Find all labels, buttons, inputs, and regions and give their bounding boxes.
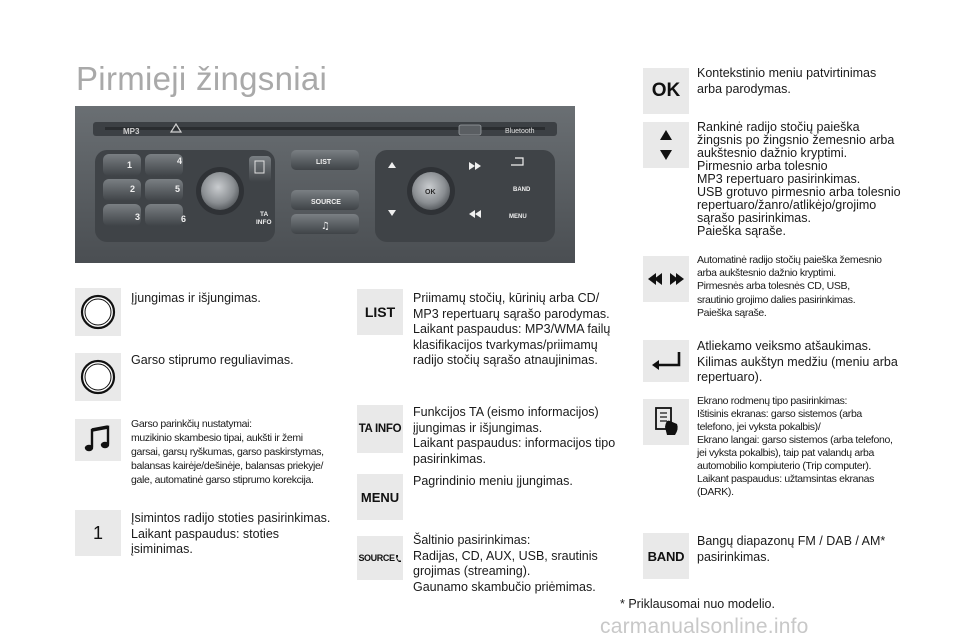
preset-1-label: 1 [127,160,133,170]
panel-ok-label: OK [425,189,436,196]
ta-info-key-label: TA INFO [358,423,402,435]
ta-info-key [357,405,403,453]
menu-key-label: MENU [360,489,400,505]
ok-key-label: OK [651,80,681,101]
list-key [357,289,403,335]
panel-note-icon: ♫ [321,221,330,232]
seek-arrows-icon [646,269,686,289]
power-description: Įjungimas ir išjungimas. [131,291,261,305]
up-down-arrows-icon [651,125,681,165]
power-knob-icon [78,292,118,332]
preset-3-label: 3 [135,212,141,222]
back-key [643,340,689,382]
volume-knob [201,172,239,210]
band-key [643,533,689,579]
volume-knob-icon [78,357,118,397]
mp3-label: MP3 [123,127,140,136]
band-description: Bangų diapazonų FM / DAB / AM* pasirinkimas. [697,534,886,564]
radio-panel-drawing [75,106,575,263]
band-key-label: BAND [647,548,685,564]
footnote: * Priklausomai nuo modelio. [620,597,775,611]
page-title: Pirmieji žingsniai [76,60,328,97]
back-description: Atliekamo veiksmo atšaukimas. Kilimas aukštyn medžiu (meniu arba repertuaro). [697,339,898,384]
phone-icon [395,554,402,563]
music-note-icon [81,423,115,457]
preset-4-label: 4 [177,156,183,166]
preset-key [75,510,121,556]
screen-mode-icon [651,405,681,439]
screen-mode-description: Ekrano rodmenų tipo pasirinkimas: Ištisinis ekranas: garso sistemos (arba telefono, jei vyksta pokalbis)/ Ekrano langai: garso sistemos (arba telefono, jei vyksta pokalbis), taip pat valandų arba automobilio kompiuterio (Trip computer). Laikant paspaudus: užtamsintas ekranas (DARK). [697,395,893,498]
watermark: carmanualsonline.info [600,615,809,638]
audio-settings-description: Garso parinkčių nustatymai: muzikinio skambesio tipai, aukšti ir žemi garsai, garsų ryškumas, garso paskirstymas, balansas kairėje/dešinėje, balansas priekyje/ gale, automatinė garso stiprumo korekcija. [131,418,324,486]
usb-port-icon [459,125,481,135]
volume-description: Garso stiprumo reguliavimas. [131,353,294,367]
preset-5-label: 5 [175,184,181,194]
audio-settings-key [75,419,121,461]
source-key [357,536,403,580]
preset-2-label: 2 [130,184,136,194]
bluetooth-label: Bluetooth [505,128,535,135]
panel-info-label: INFO [256,219,272,226]
menu-key [357,474,403,520]
list-description: Priimamų stočių, kūrinių arba CD/ MP3 repertuarų sąrašo parodymas. Laikant paspaudus: MP3/WMA failų klasifikacijos tvarkymas/priimamų radijo stočių sąrašo atnaujinimas. [413,291,611,367]
preset-key-label: 1 [92,522,103,543]
source-description: Šaltinio pasirinkimas: Radijas, CD, AUX, USB, srautinis grojimas (streaming). Gaunamo skambučio priėmimas. [413,533,598,594]
ok-description: Kontekstinio meniu patvirtinimas arba parodymas. [697,66,877,96]
back-arrow-icon [649,349,683,373]
panel-source-label: SOURCE [311,199,341,206]
seek-description: Automatinė radijo stočių paieška žemesnio arba aukštesnio dažnio kryptimi. Pirmesnės arba tolesnės CD, USB, srautinio grojimo dalies pasirinkimas. Paieška sąraše. [697,254,882,319]
list-key-label: LIST [364,304,396,320]
power-knob-key [75,288,121,336]
up-down-arrows-key [643,122,689,168]
preset-description: Įsimintos radijo stoties pasirinkimas. Laikant paspaudus: stoties įsiminimas. [131,511,331,556]
menu-description: Pagrindinio meniu įjungimas. [413,474,573,488]
radio-panel [75,106,575,263]
panel-menu-label: MENU [509,214,527,220]
source-key-label: SOURCE [358,553,395,563]
panel-band-label: BAND [513,187,531,193]
panel-list-label: LIST [316,159,332,166]
volume-knob-key [75,353,121,401]
preset-6-label: 6 [181,214,187,224]
seek-key [643,256,689,302]
screen-mode-key [643,399,689,445]
panel-ta-label: TA [260,211,269,218]
ta-info-description: Funkcijos TA (eismo informacijos) įjungimas ir išjungimas. Laikant paspaudus: informacijos tipo pasirinkimas. [413,405,616,466]
arrows-description: Rankinė radijo stočių paieška žingsnis po žingsnio žemesnio arba aukštesnio dažnio kryptimi. Pirmesnio arba tolesnio MP3 repertuaro pasirinkimas. USB grotuvo pirmesnio arba tolesnio repertuaro/žanro/atlikėjo/grojimo sąrašo pasirinkimas. Paieška sąraše. [697,120,901,238]
ok-key [643,68,689,114]
